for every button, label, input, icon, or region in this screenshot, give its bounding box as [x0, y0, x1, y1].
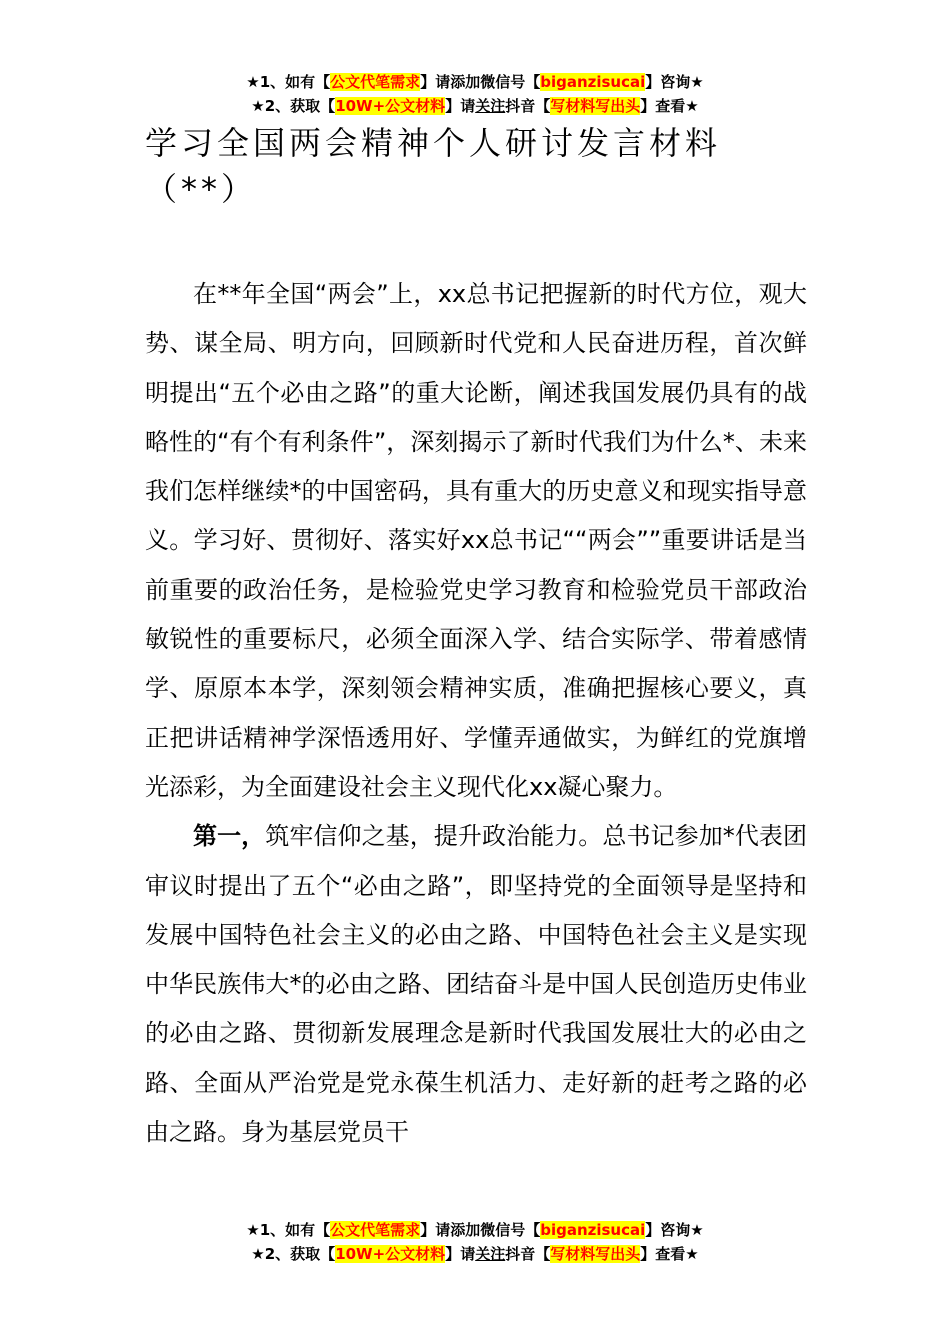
- banner-text: 】请添加微信号【: [420, 1221, 541, 1239]
- banner-highlight-service: 公文代笔需求: [330, 1221, 421, 1239]
- banner-highlight-wechat-id: biganzisucai: [540, 73, 646, 91]
- banner-text: 抖音【: [505, 97, 551, 115]
- footer-banner-line-1: [0, 1218, 950, 1242]
- document-title: 学习全国两会精神个人研讨发言材料（**）: [145, 124, 722, 208]
- banner-text: 】请添加微信号【: [420, 73, 541, 91]
- banner-follow-link: 关注: [475, 1245, 506, 1263]
- banner-text: ★1、如有【: [246, 73, 331, 91]
- banner-text: ★2、获取【: [251, 1245, 336, 1263]
- banner-follow-link: 关注: [475, 97, 506, 115]
- banner-text: 】咨询★: [645, 73, 704, 91]
- footer-banner-line-2: [0, 1242, 950, 1266]
- banner-highlight-service: 公文代笔需求: [330, 73, 421, 91]
- banner-text: 】请: [445, 1245, 476, 1263]
- paragraph-lead: 第一，: [193, 822, 266, 851]
- document-body: [145, 270, 807, 1157]
- paragraph-intro: 在**年全国“两会”上，xx总书记把握新的时代方位，观大势、谋全局、明方向，回顾新时代党和人民奋进历程，首次鲜明提出“五个必由之路”的重大论断，阐述我国发展仍具有的战略性的“有个有利条件”，深刻揭示了新时代我们为什么*、未来我们怎样继续*的中国密码，具有重大的历史意义和现实指导意义。学习好、贯彻好、落实好xx总书记““两会””重要讲话是当前重要的政治任务，是检验党史学习教育和检验党员干部政治敏锐性的重要标尺，必须全面深入学、结合实际学、带着感情学、原原本本学，深刻领会精神实质，准确把握核心要义，真正把讲话精神学深悟透用好、学懂弄通做实，为鲜红的党旗增光添彩，为全面建设社会主义现代化xx凝心聚力。: [145, 280, 807, 801]
- banner-highlight-wechat-id: biganzisucai: [540, 1221, 646, 1239]
- banner-text: 】查看★: [640, 97, 699, 115]
- paragraph-text: 筑牢信仰之基，提升政治能力。总书记参加*代表团审议时提出了五个“必由之路”，即坚持党的全面领导是坚持和发展中国特色社会主义的必由之路、中国特色社会主义是实现中华民族伟大*的必由之路、团结奋斗是中国人民创造历史伟业的必由之路、贯彻新发展理念是新时代我国发展壮大的必由之路、全面从严治党是党永葆生机活力、走好新的赶考之路的必由之路。身为基层党员干: [145, 822, 808, 1147]
- banner-text: 】查看★: [640, 1245, 699, 1263]
- banner-highlight-account: 写材料写出头: [550, 1245, 641, 1263]
- banner-text: 】请: [445, 97, 476, 115]
- header-banner-line-2: [0, 94, 950, 118]
- footer-banner: [0, 1218, 950, 1266]
- header-banner: [0, 70, 950, 118]
- banner-highlight-account: 写材料写出头: [550, 97, 641, 115]
- banner-highlight-materials: 10W+公文材料: [335, 1245, 446, 1263]
- paragraph-first-point: [145, 812, 807, 1157]
- banner-highlight-materials: 10W+公文材料: [335, 97, 446, 115]
- banner-text: 抖音【: [505, 1245, 551, 1263]
- banner-text: 】咨询★: [645, 1221, 704, 1239]
- header-banner-line-1: [0, 70, 950, 94]
- banner-text: ★1、如有【: [246, 1221, 331, 1239]
- banner-text: ★2、获取【: [251, 97, 336, 115]
